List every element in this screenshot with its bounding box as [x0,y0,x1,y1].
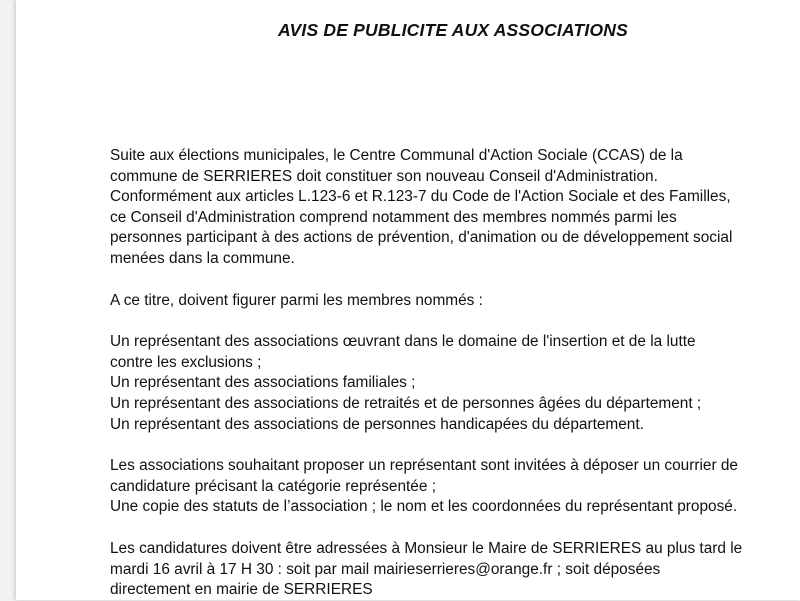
spacer [110,270,800,291]
text-line: candidature précisant la catégorie représentée ; [110,477,436,495]
text-line: mardi 16 avril à 17 H 30 : soit par mail mairieserrieres@orange.fr ; soit déposées [110,560,661,578]
paragraph-membres [110,291,800,312]
text-line: personnes participant à des actions de prévention, d'animation ou de développement social [110,229,733,247]
spacer [110,518,800,539]
text-line: Les candidatures doivent être adressées à Monsieur le Maire de SERRIERES au plus tard le [110,539,743,557]
paragraph-intro [110,146,800,270]
list-item: Un représentant des associations familiales ; [110,374,416,392]
text-line: menées dans la commune. [110,249,295,267]
text-line: directement en mairie de SERRIERES [110,581,373,599]
text-line: Suite aux élections municipales, le Centre Communal d'Action Sociale (CCAS) de la [110,147,683,164]
document-page [16,0,800,600]
spacer [110,435,800,456]
document-body [110,146,800,601]
list-item: contre les exclusions ; [110,353,262,371]
text-line: ce Conseil d'Administration comprend notamment des membres nommés parmi les [110,208,677,226]
text-line: A ce titre, doivent figurer parmi les membres nommés : [110,291,483,309]
spacer [110,311,800,332]
text-line: Conformément aux articles L.123-6 et R.123-7 du Code de l'Action Sociale et des Familles, [110,188,731,206]
paragraph-deadline [110,539,800,601]
list-item: Un représentant des associations œuvrant dans le domaine de l'insertion et de la lutte [110,333,696,351]
document-title: AVIS DE PUBLICITE AUX ASSOCIATIONS [277,20,629,40]
paragraph-representants-list [110,332,800,435]
paragraph-candidature [110,456,800,518]
text-line: commune de SERRIERES doit constituer son nouveau Conseil d'Administration. [110,167,658,185]
list-item: Un représentant des associations de personnes handicapées du département. [110,415,644,433]
text-line: Une copie des statuts de l’association ; le nom et les coordonnées du représentant proposé. [110,498,738,516]
text-line: Les associations souhaitant proposer un représentant sont invitées à déposer un courrier de [110,457,738,475]
list-item: Un représentant des associations de retraités et de personnes âgées du département ; [110,394,702,412]
